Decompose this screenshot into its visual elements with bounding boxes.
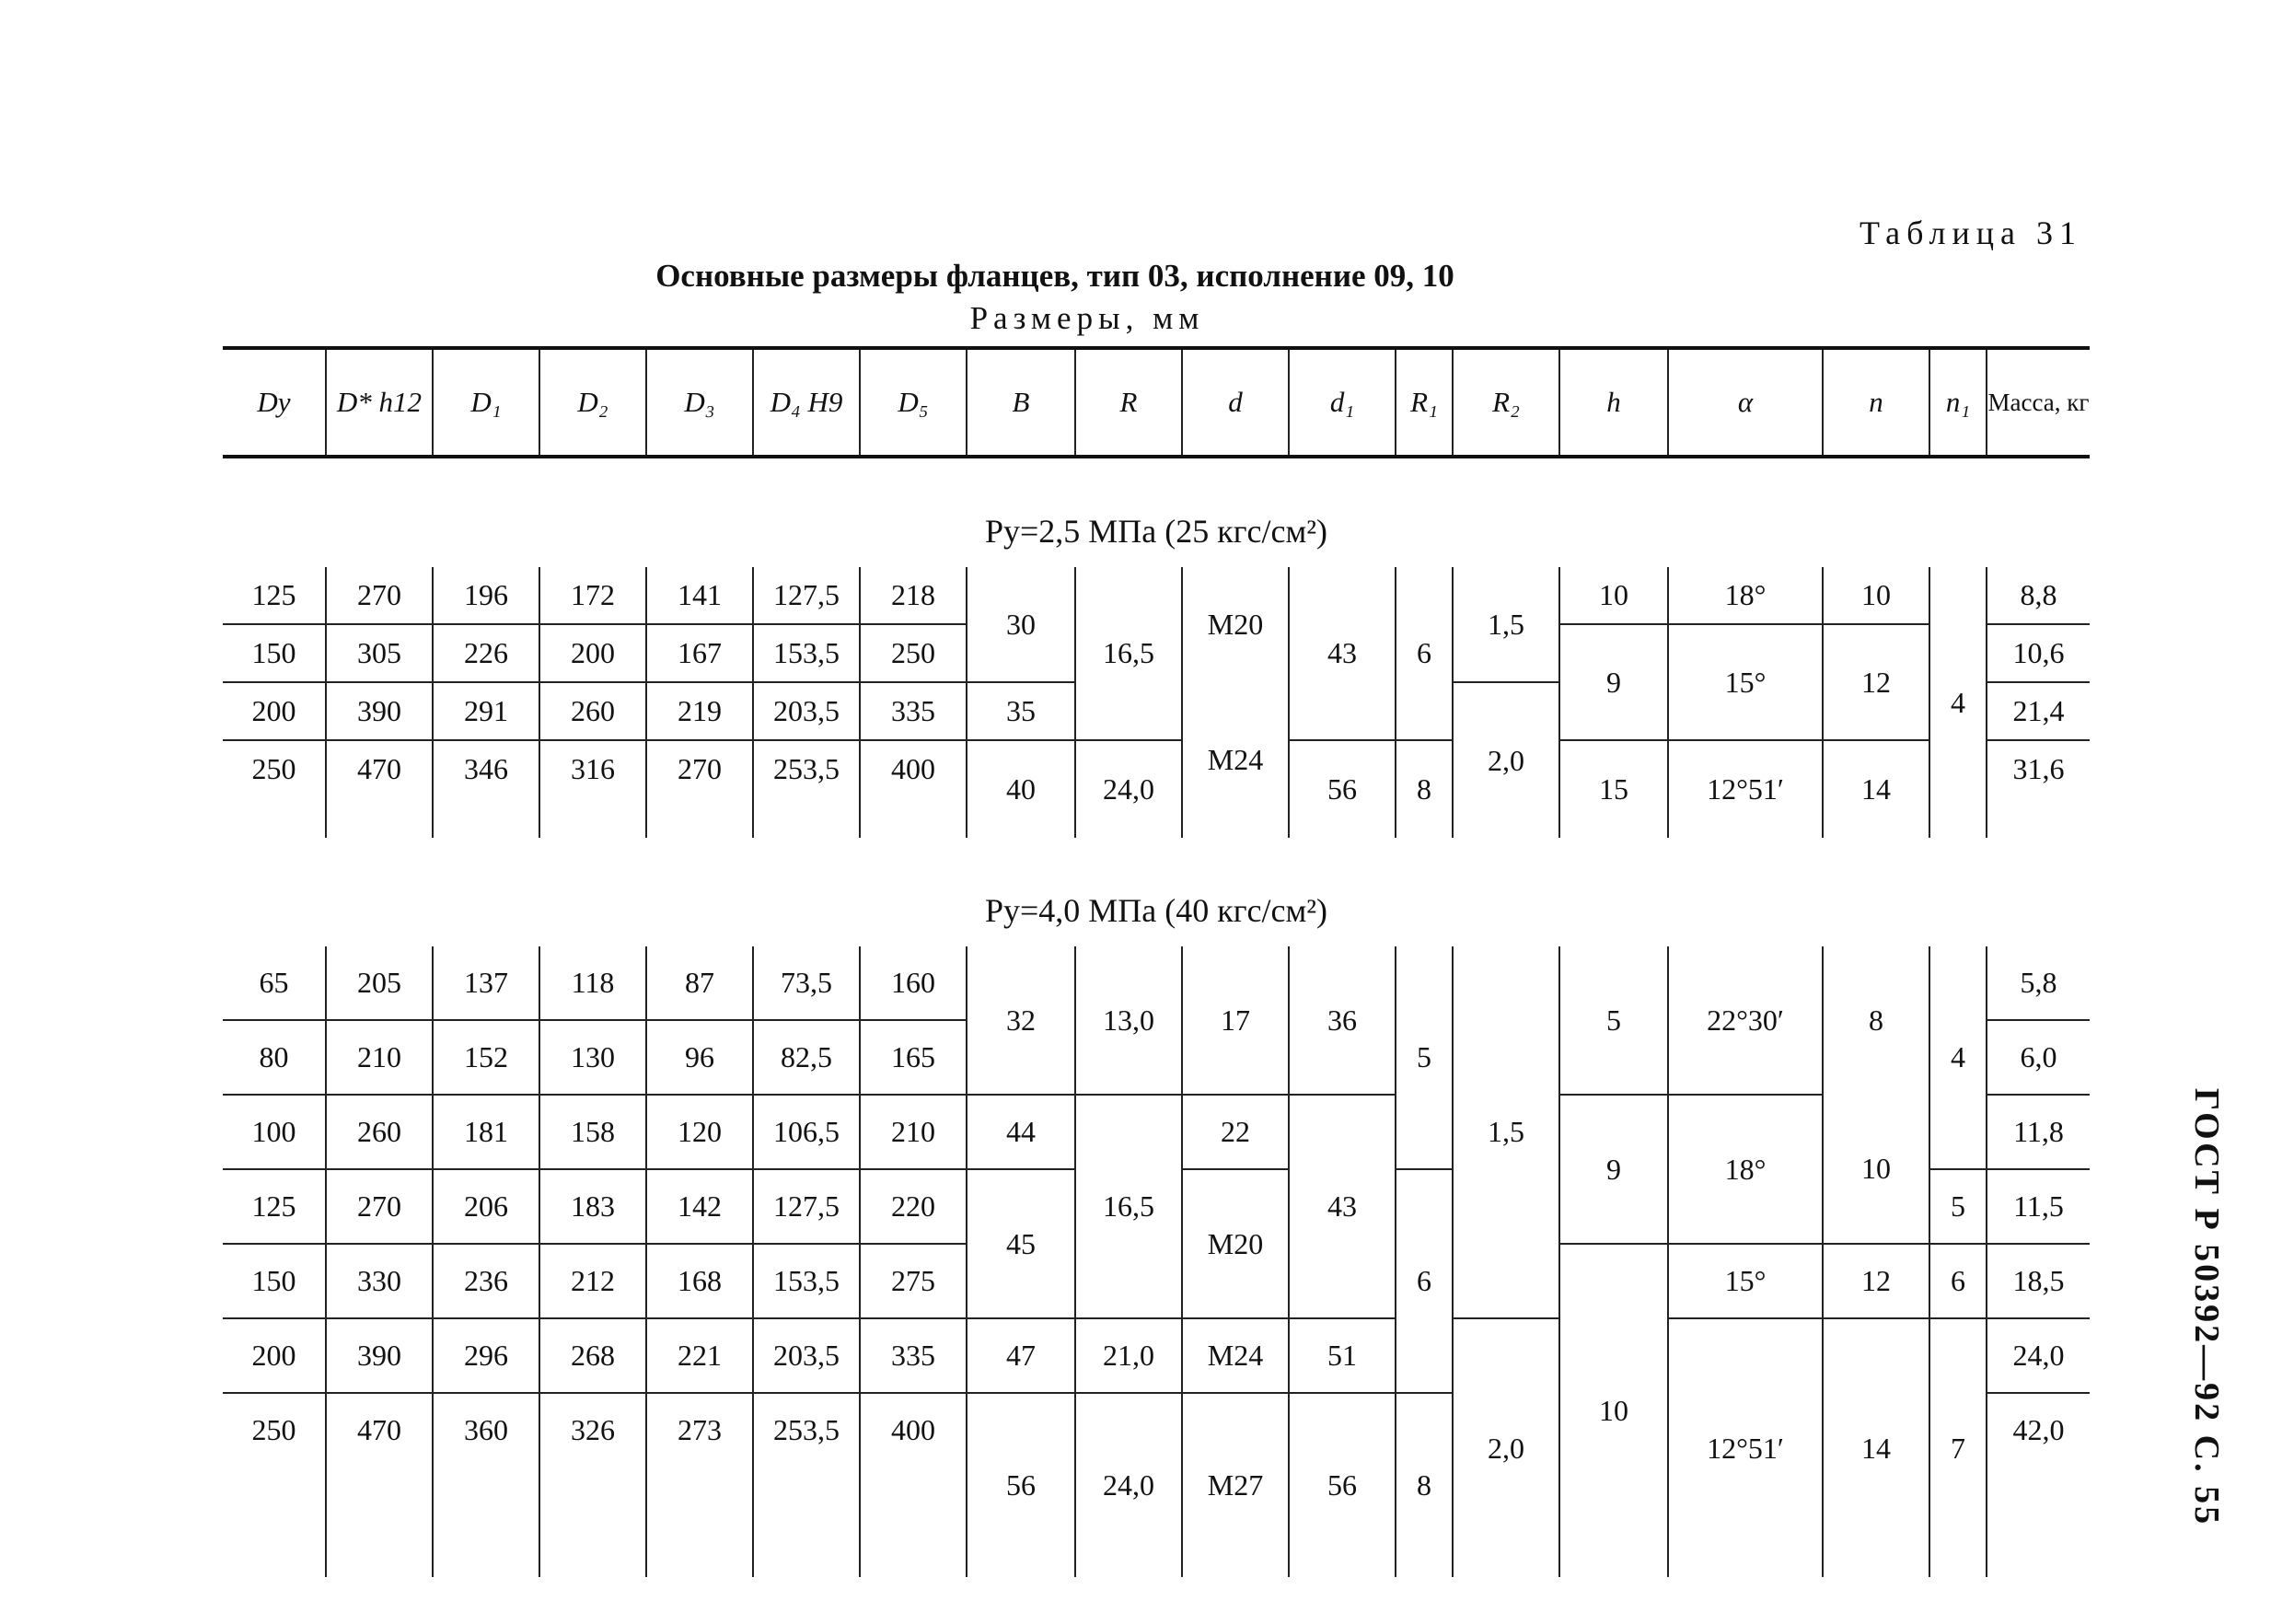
table-cell: 150 (223, 624, 326, 682)
table-cell: 260 (326, 1095, 433, 1169)
section-pressure: Pу=4,0 МПа (40 кгс/см²) (984, 892, 1328, 929)
table-cell: 181 (433, 1095, 539, 1169)
table-row (223, 567, 2090, 624)
table-cell: 275 (860, 1244, 967, 1318)
table-cell: 326 (539, 1393, 646, 1467)
header-cell: d₁ (1289, 348, 1396, 457)
header-cell: Масса, кг (1987, 348, 2090, 457)
table-cell: 125 (223, 567, 326, 624)
table-cell: 390 (326, 682, 433, 740)
table-cell: M27 (1182, 1393, 1289, 1577)
table-cell: 11,5 (1987, 1169, 2090, 1244)
table-cell: 183 (539, 1169, 646, 1244)
table-cell: 219 (646, 682, 753, 740)
table-cell: 205 (326, 946, 433, 1020)
table-cell: 203,5 (753, 682, 860, 740)
table-cell: 56 (1289, 1393, 1396, 1577)
table-cell: 296 (433, 1318, 539, 1393)
table-cell: 10,6 (1987, 624, 2090, 682)
table-cell: 2,0 (1453, 1318, 1559, 1577)
table-cell: 56 (967, 1393, 1075, 1577)
table-cell: 80 (223, 1020, 326, 1095)
table-cell: 268 (539, 1318, 646, 1393)
table-cell: 150 (223, 1244, 326, 1318)
section-pressure: Pу=2,5 МПа (25 кгс/см²) (984, 513, 1328, 550)
header-cell: D₅ (860, 348, 967, 457)
table-cell: M24 (1182, 682, 1289, 838)
table-cell: 51 (1289, 1318, 1396, 1393)
table-cell: 212 (539, 1244, 646, 1318)
table-cell: 160 (860, 946, 967, 1020)
table-cell: 210 (326, 1020, 433, 1095)
table-cell: 15° (1668, 624, 1823, 740)
table-cell: 14 (1823, 740, 1929, 838)
table-cell: 200 (223, 1318, 326, 1393)
table-cell: 16,5 (1075, 1095, 1182, 1318)
table-cell: 16,5 (1075, 567, 1182, 740)
table-cell: 5 (1559, 946, 1668, 1095)
table-cell: 125 (223, 1169, 326, 1244)
table-cell: 305 (326, 624, 433, 682)
table-cell: 206 (433, 1169, 539, 1244)
table-cell: 203,5 (753, 1318, 860, 1393)
table-cell: 73,5 (753, 946, 860, 1020)
table-cell: 127,5 (753, 1169, 860, 1244)
table-cell: 12°51′ (1668, 1318, 1823, 1577)
table-cell: 220 (860, 1169, 967, 1244)
table-cell: 17 (1182, 946, 1289, 1095)
table-cell: 43 (1289, 1095, 1396, 1318)
table-cell: M24 (1182, 1318, 1289, 1393)
table-cell: 96 (646, 1020, 753, 1095)
header-cell: D₄ H9 (753, 348, 860, 457)
table-cell: 316 (539, 740, 646, 797)
table-cell: 250 (860, 624, 967, 682)
table-cell: 168 (646, 1244, 753, 1318)
table-cell: 400 (860, 740, 967, 797)
table-cell: 152 (433, 1020, 539, 1095)
table-cell: 260 (539, 682, 646, 740)
table-row (223, 1095, 2090, 1169)
table-cell: 270 (646, 740, 753, 797)
table-title: Основные размеры фланцев, тип 03, исполнение 09, 10 (655, 258, 1454, 294)
table-cell: 153,5 (753, 1244, 860, 1318)
table-cell: 12°51′ (1668, 740, 1823, 838)
table-cell: 346 (433, 740, 539, 797)
table-cell: 335 (860, 682, 967, 740)
header-cell: α (1668, 348, 1823, 457)
table-cell: 8,8 (1987, 567, 2090, 624)
standard-page-ref-text: ГОСТ Р 50392—92 С. 55 (2187, 1087, 2226, 1527)
header-cell: R₂ (1453, 348, 1559, 457)
header-cell: n (1823, 348, 1929, 457)
table-cell: 6 (1396, 1169, 1453, 1393)
table-cell: 18,5 (1987, 1244, 2090, 1318)
table-cell: 6 (1396, 567, 1453, 740)
table-cell: 253,5 (753, 1393, 860, 1467)
table-cell: 127,5 (753, 567, 860, 624)
table-label: Таблица 31 (1860, 215, 2082, 251)
table-cell: 196 (433, 567, 539, 624)
table-cell: 12 (1823, 1244, 1929, 1318)
header-cell: Dу (223, 348, 326, 457)
table-cell: 10 (1823, 567, 1929, 624)
standard-page-ref (2184, 1087, 2230, 1527)
table-cell: 470 (326, 1393, 433, 1467)
table-cell: 56 (1289, 740, 1396, 838)
table-cell: 8 (1823, 946, 1929, 1095)
table-cell: 273 (646, 1393, 753, 1467)
table-cell: 15° (1668, 1244, 1823, 1318)
table-cell: 30 (967, 567, 1075, 682)
header-cell: D₁ (433, 348, 539, 457)
table-cell: 1,5 (1453, 946, 1559, 1318)
table-cell: 218 (860, 567, 967, 624)
table-cell: 12 (1823, 624, 1929, 740)
header-cell: n₁ (1929, 348, 1987, 457)
table-cell: 130 (539, 1020, 646, 1095)
table-cell: 10 (1559, 1244, 1668, 1577)
table-cell: 221 (646, 1318, 753, 1393)
flange-dimensions-table (223, 346, 2090, 1577)
table-cell: 153,5 (753, 624, 860, 682)
table-cell: 4 (1929, 946, 1987, 1169)
table-row (223, 946, 2090, 1020)
header-cell: R (1075, 348, 1182, 457)
table-cell: 8 (1396, 740, 1453, 838)
table-cell: 137 (433, 946, 539, 1020)
table-cell: 172 (539, 567, 646, 624)
table-cell: 4 (1929, 567, 1987, 838)
table-cell: 43 (1289, 567, 1396, 740)
table-cell: 36 (1289, 946, 1396, 1095)
table-cell: 7 (1929, 1318, 1987, 1577)
table-cell: 22 (1182, 1095, 1289, 1169)
table-cell: 9 (1559, 624, 1668, 740)
table-cell: 18° (1668, 1095, 1823, 1244)
section-heading-row (223, 457, 2090, 567)
table-cell: 200 (223, 682, 326, 740)
table-cell: 141 (646, 567, 753, 624)
header-cell: R₁ (1396, 348, 1453, 457)
table-cell: 35 (967, 682, 1075, 740)
table-cell: 120 (646, 1095, 753, 1169)
table-cell: 226 (433, 624, 539, 682)
table-cell: 236 (433, 1244, 539, 1318)
table-cell: 360 (433, 1393, 539, 1467)
table-cell: 32 (967, 946, 1075, 1095)
table-cell: 21,0 (1075, 1318, 1182, 1393)
table-cell: 5 (1396, 946, 1453, 1169)
table-cell: 42,0 (1987, 1393, 2090, 1467)
table-cell: 250 (251, 1413, 296, 1446)
table-cell: 270 (326, 567, 433, 624)
table-cell: 210 (860, 1095, 967, 1169)
table-cell: 291 (433, 682, 539, 740)
table-cell: 142 (646, 1169, 753, 1244)
table-cell: 118 (539, 946, 646, 1020)
table-cell: 106,5 (753, 1095, 860, 1169)
header-cell: d (1182, 348, 1289, 457)
table-cell: 2,0 (1453, 682, 1559, 838)
table-cell: 100 (223, 1095, 326, 1169)
table-cell: 14 (1823, 1318, 1929, 1577)
table-cell: 470 (326, 740, 433, 797)
table-cell: M20 (1182, 1169, 1289, 1318)
table-cell: 24,0 (1075, 1393, 1182, 1577)
table-cell: 250 (251, 752, 296, 785)
table-cell: M20 (1182, 567, 1289, 682)
table-cell: 167 (646, 624, 753, 682)
table-cell: 44 (967, 1095, 1075, 1169)
table-cell: 390 (326, 1318, 433, 1393)
table-cell: 22°30′ (1668, 946, 1823, 1095)
table-cell: 87 (646, 946, 753, 1020)
table-row (223, 740, 2090, 797)
table-cell: 5,8 (1987, 946, 2090, 1020)
table-cell: 400 (860, 1393, 967, 1467)
table-cell: 6,0 (1987, 1020, 2090, 1095)
table-cell: 270 (326, 1169, 433, 1244)
table-cell: 24,0 (1075, 740, 1182, 838)
table-cell: 5 (1929, 1169, 1987, 1244)
section-heading-row (223, 838, 2090, 946)
table-cell: 1,5 (1453, 567, 1559, 682)
table-cell: 330 (326, 1244, 433, 1318)
table-cell: 6 (1929, 1244, 1987, 1318)
table-cell: 10 (1823, 1095, 1929, 1244)
table-cell: 18° (1668, 567, 1823, 624)
table-cell: 31,6 (1987, 740, 2090, 797)
header-cell: D* h12 (326, 348, 433, 457)
header-cell: D₂ (539, 348, 646, 457)
header-cell: D₃ (646, 348, 753, 457)
table-cell: 65 (223, 946, 326, 1020)
table-cell: 200 (539, 624, 646, 682)
header-row (223, 348, 2090, 457)
table-cell: 9 (1559, 1095, 1668, 1244)
table-cell: 40 (967, 740, 1075, 838)
table-cell: 13,0 (1075, 946, 1182, 1095)
table-cell: 165 (860, 1020, 967, 1095)
table-cell: 82,5 (753, 1020, 860, 1095)
table-cell: 158 (539, 1095, 646, 1169)
table-cell: 15 (1559, 740, 1668, 838)
table-cell: 24,0 (1987, 1318, 2090, 1393)
header-cell: h (1559, 348, 1668, 457)
table-cell: 45 (967, 1169, 1075, 1318)
table-cell: 21,4 (1987, 682, 2090, 740)
table-cell: 10 (1559, 567, 1668, 624)
table-cell: 253,5 (753, 740, 860, 797)
table-cell: 11,8 (1987, 1095, 2090, 1169)
table-row (223, 1318, 2090, 1393)
header-cell: B (967, 348, 1075, 457)
table-cell: 47 (967, 1318, 1075, 1393)
table-cell: 335 (860, 1318, 967, 1393)
table-cell: 8 (1396, 1393, 1453, 1577)
table-units: Размеры, мм (969, 300, 1205, 336)
